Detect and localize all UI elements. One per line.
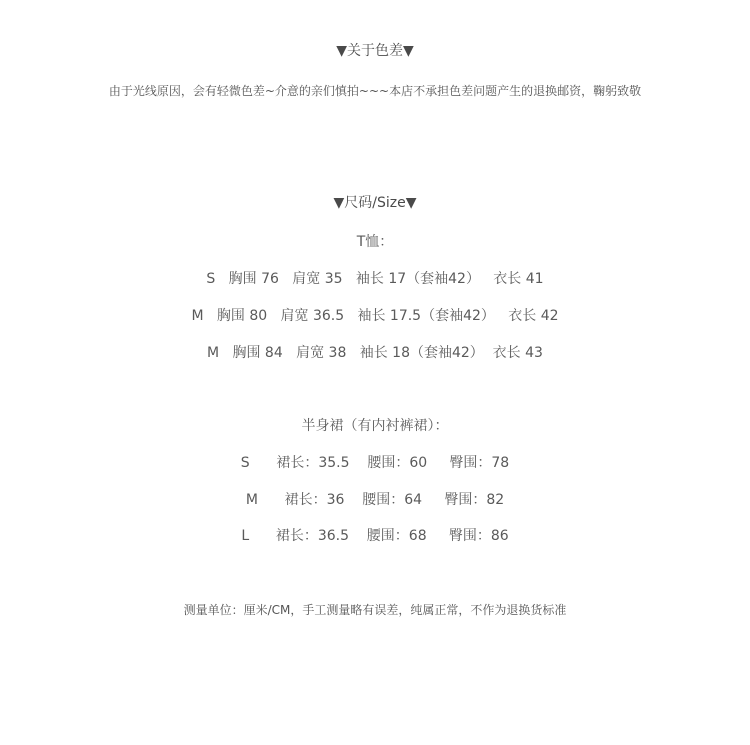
measurement-footer-note: 测量单位：厘米/CM，手工测量略有误差，纯属正常，不作为退换货标准 <box>183 603 567 617</box>
tshirt-size-row: S 胸围 76 肩宽 35 袖长 17（套袖42） 衣长 41 <box>206 271 544 287</box>
tshirt-label: T恤： <box>356 234 394 250</box>
skirt-size-row: L 裙长：36.5 腰围：68 臀围：86 <box>241 528 509 544</box>
skirt-size-row: M 裙长：36 腰围：64 臀围：82 <box>245 492 505 508</box>
color-notice-heading: ▼关于色差▼ <box>336 43 414 59</box>
color-notice-text: 由于光线原因，会有轻微色差~介意的亲们慎拍~~~本店不承担色差问题产生的退换邮资，鞠躬致敬 <box>108 84 642 98</box>
skirt-label: 半身裙（有内衬裤裙）： <box>301 418 449 434</box>
skirt-size-row: S 裙长：35.5 腰围：60 臀围：78 <box>240 455 510 471</box>
tshirt-size-row: M 胸围 80 肩宽 36.5 袖长 17.5（套袖42） 衣长 42 <box>191 308 559 324</box>
size-heading: ▼尺码/Size▼ <box>333 195 417 211</box>
tshirt-size-row: M 胸围 84 肩宽 38 袖长 18（套袖42） 衣长 43 <box>207 345 543 361</box>
